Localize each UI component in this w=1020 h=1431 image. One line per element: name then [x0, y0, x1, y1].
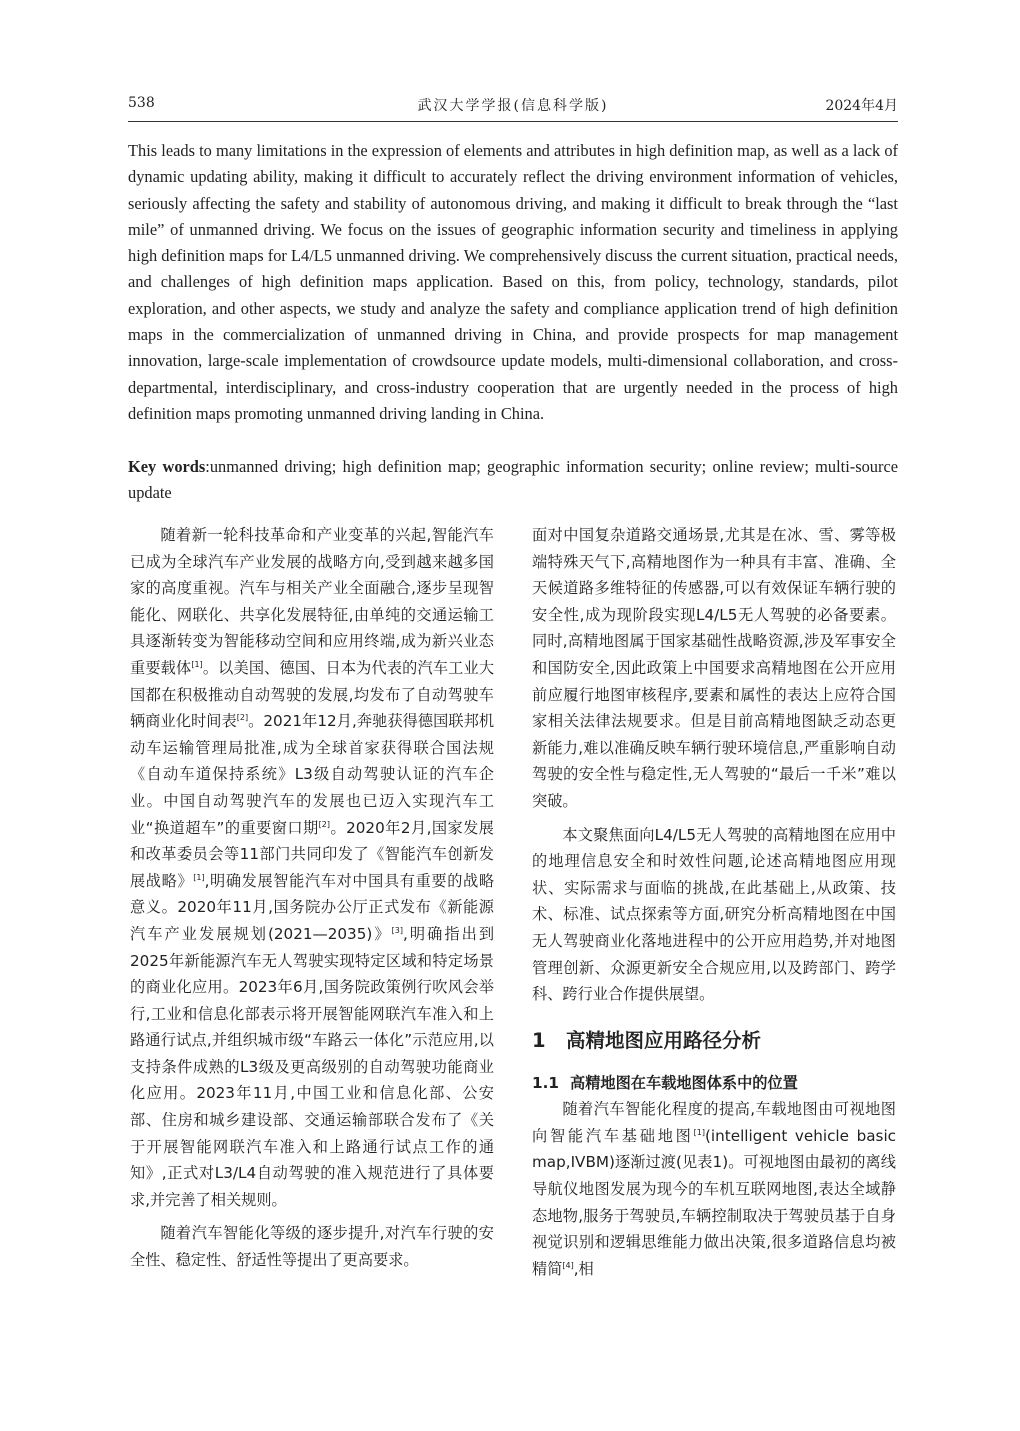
text-run: 随着汽车智能化程度的提高,车载地图由可视地图向智能汽车基础地图: [532, 1100, 896, 1145]
citation-ref: [2]: [236, 713, 249, 723]
keywords-colon: :: [205, 457, 210, 476]
citation-ref: [3]: [391, 925, 403, 935]
left-column: [130, 522, 494, 1274]
citation-ref: [1]: [693, 1127, 705, 1137]
right-paragraph-2: 本文聚焦面向L4/L5无人驾驶的高精地图在应用中的地理信息安全和时效性问题,论述高精地图应用现状、实际需求与面临的挑战,在此基础上,从政策、技术、标准、试点探索等方面,研究分析高精地图在中国无人驾驶商业化落地进程中的公开应用趋势,并对地图管理创新、众源更新安全合规应用,以及跨部门、跨学科、跨行业合作提供展望。: [532, 825, 896, 1004]
text-run: ,明确发展智能汽车对中国具有重要的战略意义。2020年11月,国务院办公厅正式发布《新能源汽车产业发展规划(2021—2035)》: [130, 871, 495, 943]
page-number: 538: [128, 95, 155, 111]
subsection-title: 高精地图在车载地图体系中的位置: [570, 1073, 798, 1092]
keywords-text: unmanned driving; high definition map; geographic information security; online review; multi-source update: [128, 457, 898, 503]
keywords-label: Key words: [128, 457, 206, 476]
running-header: [128, 92, 898, 120]
text-run: 。2020年2月,国家发展和改革委员会等11部门共同印发了《智能汽车创新发展战略》: [130, 818, 494, 890]
keywords: [128, 454, 898, 507]
left-paragraph-2: 随着汽车智能化等级的逐步提升,对汽车行驶的安全性、稳定性、舒适性等提出了更高要求。: [130, 1224, 494, 1270]
citation-ref: [1]: [193, 872, 205, 882]
text-run: 。以美国、德国、日本为代表的汽车工业大国都在积极推动自动驾驶的发展,均发布了自动驾驶车辆商业化时间表: [130, 658, 495, 731]
subsection-heading: [532, 1070, 896, 1097]
english-abstract: This leads to many limitations in the expression of elements and attributes in high definition map, as well as a lack of dynamic updating ability, making it difficult to accurately reflect the driving environment information of vehicles, seriously affecting the safety and stability of autonomous driving, and making it difficult to break through the “last mile” of unmanned driving. We focus on the issues of geographic information security and timeliness in applying high definition maps for L4/L5 unmanned driving. We comprehensively discuss the current situation, practical needs, and challenges of high definition maps application. Based on this, from policy, technology, standards, pilot exploration, and other aspects, we study and analyze the safety and compliance application trend of high definition maps in the commercialization of unmanned driving in China, and provide prospects for map management innovation, large-scale implementation of crowdsource update models, multi-dimensional collaboration, and cross-departmental, interdisciplinary, and cross-industry cooperation that are urgently needed in the process of high definition maps promoting unmanned driving landing in China.: [128, 141, 898, 423]
text-run: 随着新一轮科技革命和产业变革的兴起,智能汽车已成为全球汽车产业发展的战略方向,受到越来越多国家的高度重视。汽车与相关产业全面融合,逐步呈现智能化、网联化、共享化发展特征,由单纯的交通运输工具逐渐转变为智能移动空间和应用终端,成为新兴业态重要载体: [130, 526, 494, 677]
section-title: 高精地图应用路径分析: [566, 1028, 762, 1052]
right-column: [532, 522, 896, 1282]
section-heading: [532, 1026, 896, 1056]
right-paragraph-1: 面对中国复杂道路交通场景,尤其是在冰、雪、雾等极端特殊天气下,高精地图作为一种具有丰富、准确、全天候道路多维特征的传感器,可以有效保证车辆行驶的安全性,成为现阶段实现L4/L5无人驾驶的必备要素。同时,高精地图属于国家基础性战略资源,涉及军事安全和国防安全,因此政策上中国要求高精地图在公开应用前应履行地图审核程序,要素和属性的表达上应符合国家相关法律法规要求。但是目前高精地图缺乏动态更新能力,难以准确反映车辆行驶环境信息,严重影响自动驾驶的安全性与稳定性,无人驾驶的“最后一千米”难以突破。: [532, 526, 896, 810]
text-run: ,明确指出到2025年新能源汽车无人驾驶实现特定区域和特定场景的商业化应用。2023年6月,国务院政策例行吹风会举行,工业和信息化部表示将开展智能网联汽车准入和上路通行试点,并组织城市级“车路云一体化”示范应用,以支持条件成熟的L3级及更高级别的自动驾驶功能商业化应用。2023年11月,中国工业和信息化部、公安部、住房和城乡建设部、交通运输部联合发布了《关于开展智能网联汽车准入和上路通行试点工作的通知》,正式对L3/L4自动驾驶的准入规范进行了具体要求,并完善了相关规则。: [130, 924, 495, 1209]
citation-ref: [2]: [318, 819, 331, 829]
citation-ref: [4]: [562, 1260, 574, 1270]
right-paragraph-3: [532, 1096, 896, 1282]
subsection-number: 1.1: [532, 1073, 559, 1092]
section-number: 1: [532, 1028, 546, 1052]
journal-title: 武汉大学学报(信息科学版): [417, 98, 609, 114]
text-run: ,相: [573, 1259, 594, 1278]
header-rule: [128, 121, 898, 122]
text-run: (intelligent vehicle basic map,IVBM)逐渐过渡(见表1)。可视地图由最初的离线导航仪地图发展为现今的车机互联网地图,表达全域静态地物,服务于驾驶员,车辆控制取决于驾驶员基于自身视觉识别和逻辑思维能力做出决策,很多道路信息均被精简: [532, 1126, 897, 1278]
left-paragraph-1: [130, 522, 494, 1213]
citation-ref: [1]: [191, 659, 203, 669]
text-run: 。2021年12月,奔驰获得德国联邦机动车运输管理局批准,成为全球首家获得联合国法规《自动车道保持系统》L3级自动驾驶认证的汽车企业。中国自动驾驶汽车的发展也已迈入实现汽车工业“换道超车”的重要窗口期: [130, 712, 495, 837]
issue-date: 2024年4月: [825, 98, 898, 114]
